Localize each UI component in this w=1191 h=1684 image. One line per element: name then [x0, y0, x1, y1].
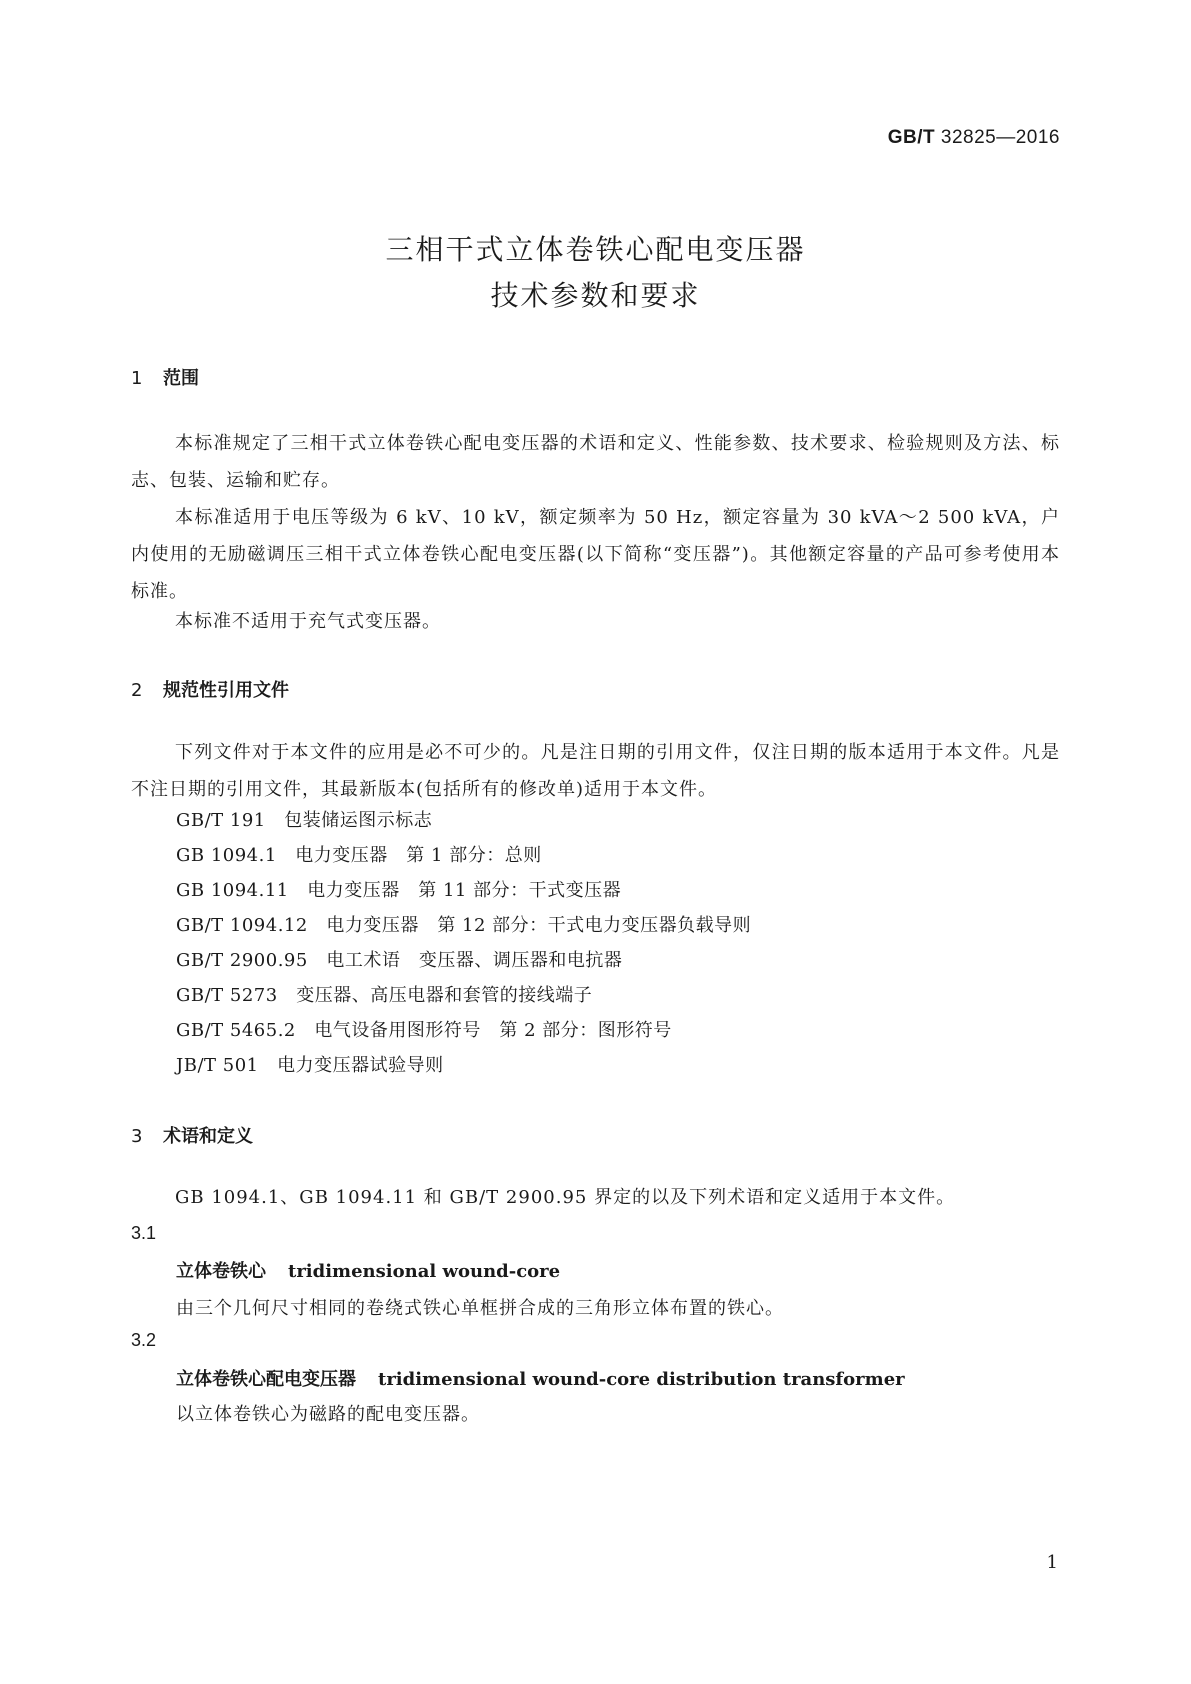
term-title: 立体卷铁心 tridimensional wound-core	[176, 1261, 561, 1282]
reference-item: GB 1094.1 电力变压器 第 1 部分：总则	[176, 845, 542, 866]
section-1-paragraph-3: 本标准不适用于充气式变压器。	[175, 611, 441, 632]
standard-code: GB/T 32825—2016	[887, 127, 1060, 148]
term-definition: 由三个几何尺寸相同的卷绕式铁心单框拼合成的三角形立体布置的铁心。	[176, 1298, 784, 1319]
document-title-line2: 技术参数和要求	[490, 279, 701, 312]
term-title: 立体卷铁心配电变压器 tridimensional wound-core distribution transformer	[176, 1369, 905, 1390]
reference-item: GB/T 191 包装储运图示标志	[176, 810, 433, 831]
section-3-paragraph-1: GB 1094.1、GB 1094.11 和 GB/T 2900.95 界定的以及下列术语和定义适用于本文件。	[175, 1187, 956, 1208]
term-definition: 以立体卷铁心为磁路的配电变压器。	[176, 1404, 480, 1425]
reference-item: JB/T 501 电力变压器试验导则	[176, 1055, 444, 1076]
reference-item: GB/T 5465.2 电气设备用图形符号 第 2 部分：图形符号	[176, 1020, 672, 1041]
term-number: 3.1	[131, 1223, 157, 1243]
section-1-paragraph-1: 本标准规定了三相干式立体卷铁心配电变压器的术语和定义、性能参数、技术要求、检验规则及方法、标志、包装、运输和贮存。	[131, 433, 1060, 491]
reference-item: GB/T 1094.12 电力变压器 第 12 部分：干式电力变压器负载导则	[176, 915, 752, 936]
term-number: 3.2	[131, 1330, 157, 1350]
section-1-heading: 1 范围	[131, 368, 199, 389]
reference-item: GB/T 2900.95 电工术语 变压器、调压器和电抗器	[176, 950, 623, 971]
document-title-line1: 三相干式立体卷铁心配电变压器	[385, 233, 806, 266]
reference-item: GB/T 5273 变压器、高压电器和套管的接线端子	[176, 985, 593, 1006]
section-1-paragraph-2: 本标准适用于电压等级为 6 kV、10 kV，额定频率为 50 Hz，额定容量为 30 kVA～2 500 kVA，户内使用的无励磁调压三相干式立体卷铁心配电变压器(以下简称“变压器”)。其他额定容量的产品可参考使用本标准。	[131, 507, 1060, 602]
reference-item: GB 1094.11 电力变压器 第 11 部分：干式变压器	[176, 880, 622, 901]
section-2-heading: 2 规范性引用文件	[131, 680, 289, 701]
section-3-heading: 3 术语和定义	[131, 1126, 253, 1147]
page-number: 1	[1046, 1552, 1058, 1573]
section-2-paragraph-1: 下列文件对于本文件的应用是必不可少的。凡是注日期的引用文件，仅注日期的版本适用于本文件。凡是不注日期的引用文件，其最新版本(包括所有的修改单)适用于本文件。	[131, 742, 1060, 800]
